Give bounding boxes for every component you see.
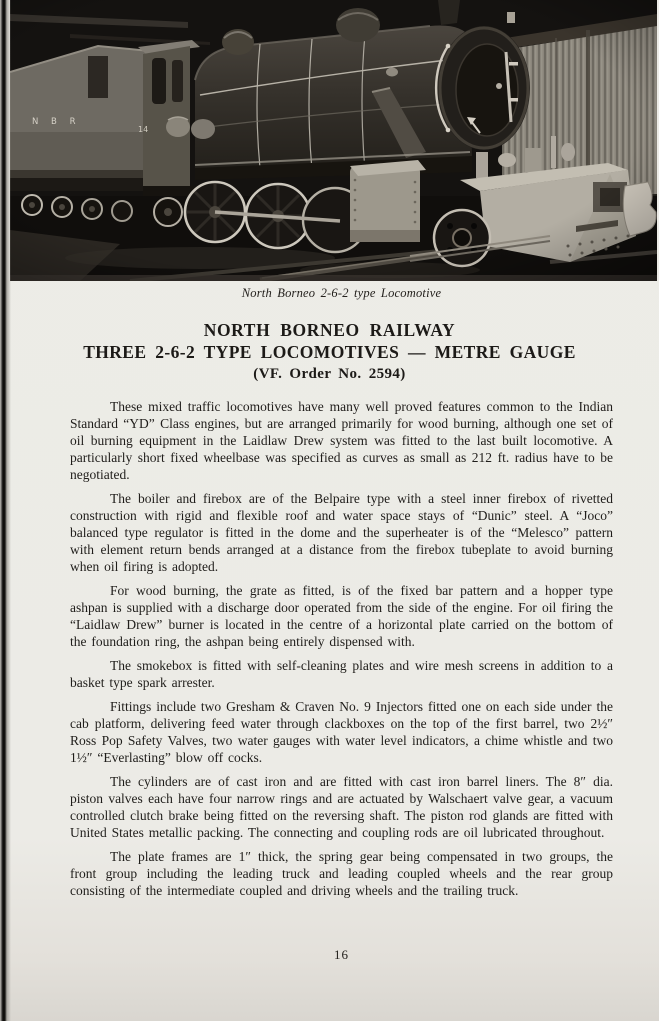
locomotive-photo: [10, 0, 657, 281]
paragraph: The cylinders are of cast iron and are fitted with cast iron barrel liners. The 8″ dia. piston valves each have four narrow rings and are actuated by Walschaert valve gear, a vacuum controlled clutch brake being fitted on the reversing shaft. The piston rod glands are fitted with United States metallic packing. The connecting and coupling rods are oil lubricated throughout.: [70, 774, 613, 840]
locomotive-photo-illustration: [10, 0, 657, 281]
paragraph: The plate frames are 1″ thick, the spring gear being compensated in two groups, the front group including the leading truck and leading coupled wheels and the rear group consisting of the intermediate coupled and driving wheels and the trailing truck.: [70, 849, 613, 898]
paragraph: Fittings include two Gresham & Craven No. 9 Injectors fitted one on each side under the cab platform, delivering feed water through clackboxes on the top of the first barrel, two 2½″ Ross Pop Safety Valves, two water gauges with water level indicators, a chime whistle and two 1½″ “Everlasting” blow off cocks.: [70, 699, 613, 765]
paragraph: The smokebox is fitted with self-cleaning plates and wire mesh screens in addition to a basket type spark arrester.: [70, 658, 613, 690]
page-subtitle: THREE 2-6-2 TYPE LOCOMOTIVES — METRE GAUGE: [83, 342, 576, 362]
paragraph: These mixed traffic locomotives have many well proved features common to the Indian Standard “YD” Class engines, but are arranged primarily for wood burning, although one set of oil burning equipment in the Laidlaw Drew system was fitted to the last built locomotive. A particularly short fixed wheelbase was specified as curves as small as 212 ft. radius have to be negotiated.: [70, 399, 613, 482]
order-number-heading: (VF. Order No. 2594): [253, 366, 406, 382]
photo-vignette: [10, 0, 657, 281]
book-gutter-edge: [0, 0, 11, 1021]
paragraph: For wood burning, the grate as fitted, is of the fixed bar pattern and a hopper type ashpan is supplied with a discharge door operated from the side of the engine. For oil firing the “Laidlaw Drew” burner is located in the centre of a horizontal plate carried on the bottom of the foundation ring, the ashpan being entirely dispensed with.: [70, 583, 613, 649]
article-body: [70, 398, 613, 906]
page-title: NORTH BORNEO RAILWAY: [203, 320, 456, 340]
paragraph: The boiler and firebox are of the Belpaire type with a steel inner firebox of rivetted construction with rigid and flexible roof and water space stays of “Dunic” steel. A “Joco” balanced type regulator is fitted in the dome and the superheater is of the “Melesco” pattern with element return bends arranged at a distance from the firebox tubeplate to avoid burning when oil firing is adopted.: [70, 491, 613, 574]
page-number: 16: [334, 947, 349, 962]
photo-caption: North Borneo 2-6-2 type Locomotive: [241, 286, 442, 300]
